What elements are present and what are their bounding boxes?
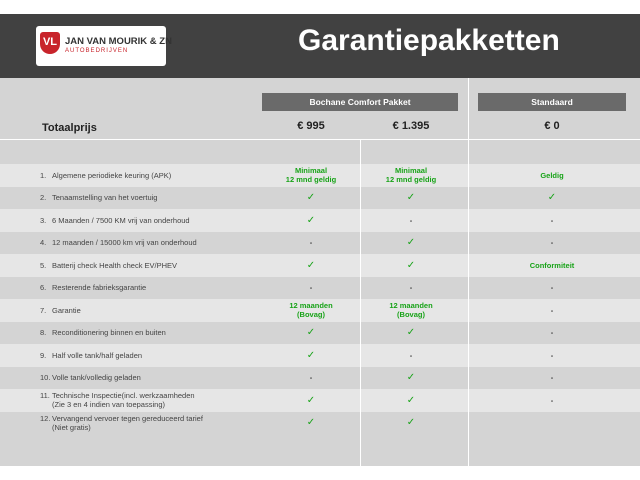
column-divider — [468, 78, 469, 466]
totaalprijs-label: Totaalprijs — [42, 122, 97, 134]
row-label-text: Technische Inspectie(incl. werkzaamheden (Zie 3 en 4 indien van toepassing) — [52, 391, 195, 410]
price-standaard: € 0 — [544, 120, 560, 132]
dash-cell: - — [550, 283, 554, 293]
package-header-standaard: Standaard — [478, 93, 626, 111]
table-row — [0, 322, 640, 345]
table-row — [0, 367, 640, 390]
checkmark-icon: ✓ — [547, 192, 557, 204]
price-comfort-1: € 995 — [297, 120, 325, 132]
table-row — [0, 277, 640, 300]
dash-cell: - — [409, 215, 413, 225]
table-row — [0, 412, 640, 435]
row-label-text: Vervangend vervoer tegen gereduceerd tarief (Niet gratis) — [52, 413, 203, 432]
row-label-text: Resterende fabrieksgarantie — [52, 283, 147, 293]
row-number: 6. — [40, 283, 47, 293]
checkmark-icon: ✓ — [406, 372, 416, 384]
dash-cell: - — [550, 305, 554, 315]
dash-cell: - — [309, 238, 313, 248]
dash-cell: - — [550, 373, 554, 383]
row-number: 1. — [40, 170, 47, 180]
row-label — [40, 414, 203, 432]
row-number: 10. — [40, 373, 51, 383]
table-row — [0, 209, 640, 232]
row-label — [40, 171, 171, 180]
row-number: 9. — [40, 350, 47, 360]
row-label-text: 12 maanden / 15000 km vrij van onderhoud — [52, 238, 197, 248]
row-label-text: Algemene periodieke keuring (APK) — [52, 170, 172, 180]
table-row — [0, 344, 640, 367]
value-cell: Minimaal 12 mnd geldig — [385, 166, 437, 185]
header-bar — [0, 14, 640, 78]
company-logo — [36, 26, 172, 66]
row-label — [40, 373, 141, 382]
value-cell: 12 maanden (Bovag) — [289, 301, 333, 320]
checkmark-icon: ✓ — [306, 394, 316, 406]
table-row — [0, 254, 640, 277]
row-label — [40, 351, 142, 360]
table-row — [0, 299, 640, 322]
logo-company-name: JAN VAN MOURIK & ZN — [65, 36, 172, 47]
row-number: 7. — [40, 305, 47, 315]
row-number: 5. — [40, 260, 47, 270]
checkmark-icon: ✓ — [306, 192, 316, 204]
row-number: 4. — [40, 238, 47, 248]
row-label-text: Volle tank/volledig geladen — [52, 373, 141, 383]
column-divider — [360, 139, 361, 466]
table-row — [0, 389, 640, 412]
row-label — [40, 391, 195, 409]
row-label — [40, 216, 190, 225]
package-header-comfort: Bochane Comfort Pakket — [262, 93, 458, 111]
checkmark-icon: ✓ — [306, 327, 316, 339]
row-label-text: Reconditionering binnen en buiten — [52, 328, 166, 338]
row-label-text: Tenaamstelling van het voertuig — [52, 193, 158, 203]
row-label — [40, 261, 177, 270]
value-cell: Minimaal 12 mnd geldig — [285, 166, 337, 185]
row-number: 11. — [40, 391, 50, 401]
dash-cell: - — [550, 328, 554, 338]
checkmark-icon: ✓ — [306, 214, 316, 226]
dash-cell: - — [550, 215, 554, 225]
value-cell: Conformiteit — [529, 260, 575, 270]
garantie-card — [0, 14, 640, 466]
checkmark-icon: ✓ — [406, 237, 416, 249]
table-row — [0, 187, 640, 210]
checkmark-icon: ✓ — [306, 417, 316, 429]
dash-cell: - — [409, 283, 413, 293]
value-cell: 12 maanden (Bovag) — [389, 301, 433, 320]
row-label — [40, 306, 81, 315]
dash-cell: - — [550, 395, 554, 405]
checkmark-icon: ✓ — [406, 259, 416, 271]
row-number: 2. — [40, 193, 47, 203]
row-label — [40, 193, 157, 202]
checkmark-icon: ✓ — [306, 259, 316, 271]
row-label-text: Garantie — [52, 305, 81, 315]
dash-cell: - — [550, 238, 554, 248]
row-label-text: Batterij check Health check EV/PHEV — [52, 260, 178, 270]
table-row — [0, 232, 640, 255]
dash-cell: - — [409, 350, 413, 360]
dash-cell: - — [309, 283, 313, 293]
checkmark-icon: ✓ — [406, 394, 416, 406]
price-comfort-2: € 1.395 — [392, 120, 430, 132]
logo-company-subtitle: AUTOBEDRIJVEN — [65, 48, 129, 54]
dash-cell: - — [550, 350, 554, 360]
row-label — [40, 328, 166, 337]
checkmark-icon: ✓ — [406, 417, 416, 429]
dash-cell: - — [309, 373, 313, 383]
row-label-text: 6 Maanden / 7500 KM vrij van onderhoud — [52, 215, 190, 225]
checkmark-icon: ✓ — [406, 327, 416, 339]
row-number: 8. — [40, 328, 47, 338]
row-number: 12. — [40, 413, 51, 423]
row-label — [40, 283, 146, 292]
row-number: 3. — [40, 215, 47, 225]
table-row — [0, 164, 640, 187]
logo-shield-icon: VL — [40, 32, 60, 54]
row-label — [40, 238, 197, 247]
page-title: Garantiepakketten — [298, 24, 560, 57]
checkmark-icon: ✓ — [306, 349, 316, 361]
checkmark-icon: ✓ — [406, 192, 416, 204]
value-cell: Geldig — [540, 170, 564, 180]
row-label-text: Half volle tank/half geladen — [52, 350, 143, 360]
divider — [0, 139, 640, 140]
